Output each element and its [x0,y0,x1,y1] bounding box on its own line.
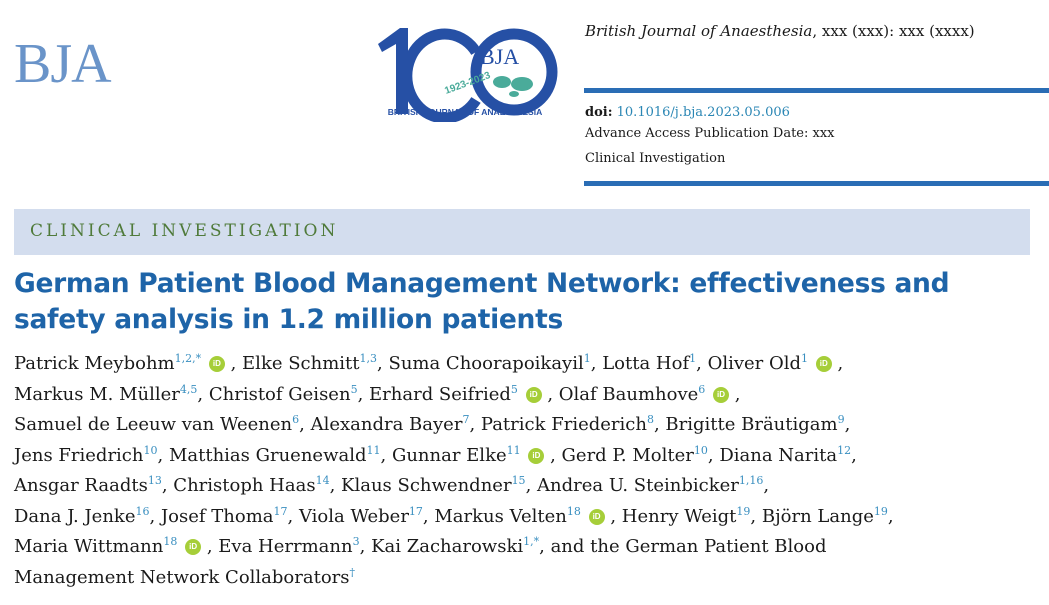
affiliation-mark[interactable]: 10 [143,443,158,457]
affiliation-mark[interactable]: 11 [506,443,521,457]
author [311,414,470,435]
author-name: Ansgar Raadts [14,475,148,496]
author [14,384,197,405]
author-name: Gerd P. Molter [561,444,694,466]
author-list [14,349,1049,593]
author-name: Elke Schmitt [242,353,360,374]
doi-line [585,105,790,120]
author [14,506,150,527]
author [392,445,550,466]
author [369,384,547,405]
affiliation-mark[interactable]: 13 [147,474,162,487]
affiliation-mark[interactable]: 4,5 [179,382,198,396]
author-line: Jens Friedrich$^{10}$, Matthias Gruenewald$^{11}$, Gunnar Elke$^{11}$ iD , Gerd P. Molter$^{10}$, Diana Narita$^{12}$, [14,443,857,466]
author [14,536,207,557]
section-banner [14,209,1030,255]
author [622,506,751,527]
affiliation-mark[interactable]: 16 [135,504,150,518]
author [719,445,851,466]
doi-link[interactable]: 10.1016/j.bja.2023.05.006 [616,105,790,120]
author-line: Samuel de Leeuw van Weenen$^6$, Alexandra Bayer$^7$, Patrick Friederich$^8$, Brigitte Bräutigam$^9$, [14,413,851,435]
affiliation-mark[interactable]: 17 [273,504,288,518]
affiliation-mark[interactable]: 1,* [523,535,540,548]
author-name: Alexandra Bayer [310,414,463,435]
author-name: Brigitte Bräutigam [665,414,838,435]
author-line: Dana J. Jenke$^{16}$, Josef Thoma$^{17}$, Viola Weber$^{17}$, Markus Velten$^{18}$ iD , Henry Weigt$^{19}$, Björn Lange$^{19}$, [14,504,894,527]
author-line [14,563,1049,594]
affiliation-mark[interactable]: 18 [566,504,581,518]
author [161,506,288,527]
section-label: CLINICAL INVESTIGATION [30,221,339,241]
orcid-icon[interactable]: iD [526,387,542,403]
orcid-icon[interactable]: iD [816,356,832,372]
author-name: Matthias Gruenewald [168,444,367,466]
affiliation-mark[interactable]: 8 [646,413,654,426]
collaborators-name: Management Network Collaborators [14,566,350,588]
affiliation-mark[interactable]: 1 [689,352,697,365]
author-name: Olaf Baumhove [558,383,699,405]
affiliation-mark[interactable]: 3 [352,535,360,548]
journal-citation [585,22,975,40]
author [371,536,539,557]
anniversary-caption: BRITISH JOURNAL OF ANAESTHESIA [387,107,543,117]
author-name: Oliver Old [707,353,802,374]
author-name: Jens Friedrich [14,444,144,466]
affiliation-mark[interactable]: 11 [366,443,381,457]
author [218,536,359,557]
author [434,506,610,527]
orcid-icon[interactable]: iD [589,509,605,525]
bja-logo: BJA [14,33,111,95]
affiliation-mark[interactable]: 6 [292,413,300,426]
affiliation-mark[interactable]: 10 [693,443,708,457]
author-name: Eva Herrmann [218,536,353,557]
author-name: Henry Weigt [621,505,737,527]
author-name: Andrea U. Steinbicker [537,475,739,496]
author-line: Markus M. Müller$^{4,5}$, Christof Geisen$^5$, Erhard Seifried$^5$ iD , Olaf Baumhove$^6$ iD , [14,382,741,405]
orcid-icon[interactable]: iD [185,539,201,555]
affiliation-mark[interactable]: 17 [408,504,423,518]
author [169,445,381,466]
author-line: Ansgar Raadts$^{13}$, Christoph Haas$^{14}$, Klaus Schwendner$^{15}$, Andrea U. Steinbicker$^{1,16}$, [14,474,770,496]
author-name: Viola Weber [298,505,409,527]
author [481,414,654,435]
author [341,475,526,496]
journal-volume: , xxx (xxx): xxx (xxxx) [812,22,975,40]
publication-date: Advance Access Publication Date: xxx [585,126,835,141]
affiliation-mark[interactable]: 1,3 [359,352,378,365]
author-name: Gunnar Elke [391,444,507,466]
journal-name: British Journal of Anaesthesia [585,22,813,40]
author-name: Maria Wittmann [14,536,164,557]
affiliation-mark[interactable]: 15 [511,474,526,487]
author-name: Suma Choorapoikayil [388,353,584,374]
author-name: Björn Lange [761,505,874,527]
article-type: Clinical Investigation [585,151,726,166]
affiliation-mark[interactable]: 5 [510,382,518,396]
header-rule-top [584,88,1049,93]
svg-text:BJA: BJA [480,44,520,69]
title-line: German Patient Blood Management Network: effectiveness and [14,268,950,299]
author-name: Dana J. Jenke [14,505,136,527]
orcid-icon[interactable]: iD [528,448,544,464]
affiliation-mark[interactable]: 18 [163,535,178,548]
author [665,414,844,435]
author-name: Patrick Friederich [480,414,647,435]
affiliation-mark[interactable]: 6 [698,382,706,396]
author [173,475,329,496]
author [299,506,423,527]
author [708,353,838,374]
author-name: Christoph Haas [173,475,316,496]
author-name: Markus Velten [434,505,567,527]
affiliation-mark[interactable]: 7 [462,413,470,426]
author [14,475,162,496]
author-name: Klaus Schwendner [341,475,512,496]
author [209,384,358,405]
orcid-icon[interactable]: iD [209,356,225,372]
author [602,353,696,374]
affiliation-mark[interactable]: 1,2,* [174,352,202,365]
author-name: Lotta Hof [602,353,690,374]
header-rule-bottom [584,181,1049,186]
author-name: Markus M. Müller [14,383,180,405]
affiliation-mark[interactable]: 5 [350,382,358,396]
author [14,414,299,435]
author-name: Kai Zacharowski [371,536,524,557]
author-name: Samuel de Leeuw van Weenen [14,414,293,435]
author [388,353,590,374]
orcid-icon[interactable]: iD [713,387,729,403]
author-line: Maria Wittmann$^{18}$ iD , Eva Herrmann$^3$, Kai Zacharowski$^{1,*}$, and the German Patient Blood [14,535,827,557]
collaborators-footnote-mark[interactable]: † [349,565,356,579]
affiliation-mark[interactable]: 19 [736,504,751,518]
author [559,384,735,405]
author-name: Erhard Seifried [369,383,511,405]
collaborators-prefix: , and the German Patient Blood [539,536,827,557]
affiliation-mark[interactable]: 1 [801,352,809,365]
author-line: Patrick Meybohm$^{1,2,*}$ iD , Elke Schmitt$^{1,3}$, Suma Choorapoikayil$^1$, Lotta Hof$^1$, Oliver Old$^1$ iD , [14,352,844,374]
author [242,353,377,374]
title-line: safety analysis in 1.2 million patients [14,304,563,335]
author [562,445,708,466]
affiliation-mark[interactable]: 19 [873,504,888,518]
affiliation-mark[interactable]: 12 [837,443,852,457]
author-name: Diana Narita [719,444,838,466]
affiliation-mark[interactable]: 1,16 [738,474,764,487]
author-name: Josef Thoma [160,505,274,527]
author [762,506,888,527]
affiliation-mark[interactable]: 14 [315,474,330,487]
author [14,445,157,466]
svg-text:1923-2023: 1923-2023 [443,70,492,97]
author [537,475,763,496]
affiliation-mark[interactable]: 9 [837,413,845,426]
author-name: Patrick Meybohm [14,353,175,374]
affiliation-mark[interactable]: 1 [583,352,591,365]
author [14,353,231,374]
doi-label: doi: [585,105,613,120]
article-title [14,266,1034,338]
author-name: Christof Geisen [208,383,351,405]
